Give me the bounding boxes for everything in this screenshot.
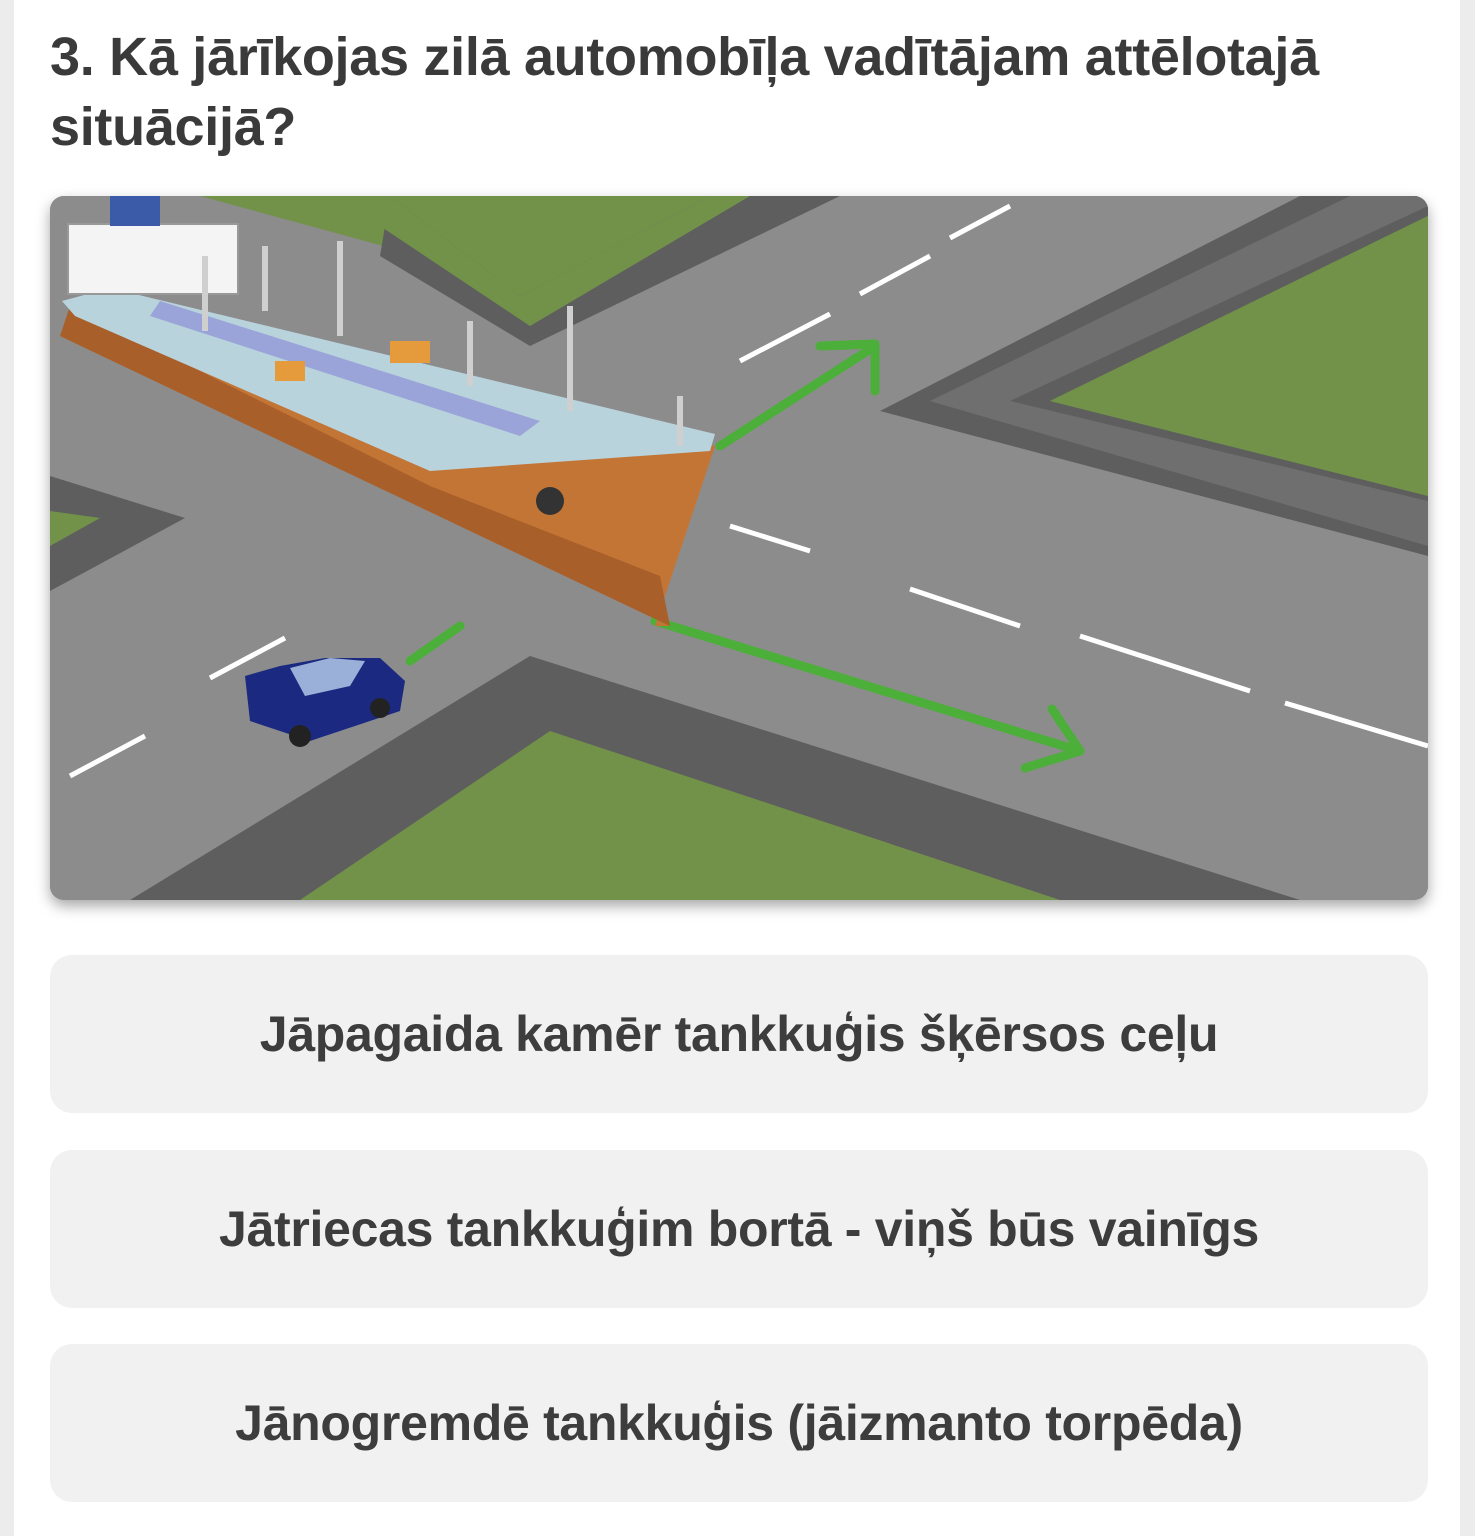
question-title: 3. Kā jārīkojas zilā automobīļa vadītājam attēlotajā situācijā? [50,27,1319,157]
ship-anchor [536,487,564,515]
answer-option-label: Jānogremdē tankkuģis (jāizmanto torpēda) [235,1395,1243,1451]
answer-option-label: Jātriecas tankkuģim bortā - viņš būs vainīgs [219,1201,1259,1257]
ship-superstructure [68,224,238,294]
answer-option-2[interactable] [50,1150,1428,1308]
quiz-page [14,0,1460,1536]
question-illustration [50,196,1428,900]
answer-option-1[interactable] [50,955,1428,1113]
intersection-scene [50,196,1428,900]
answer-option-3[interactable] [50,1344,1428,1502]
answer-option-label: Jāpagaida kamēr tankkuģis šķērsos ceļu [259,1006,1219,1062]
